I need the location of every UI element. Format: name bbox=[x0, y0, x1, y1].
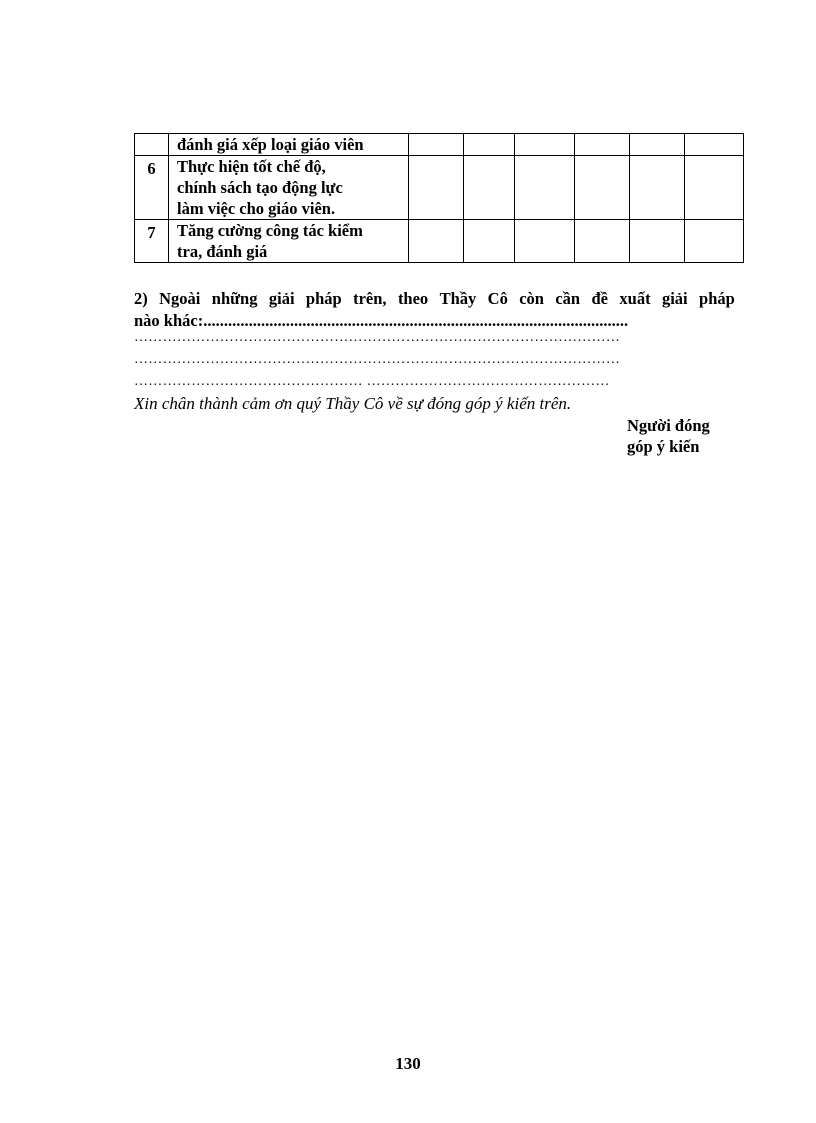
rating-cell[interactable] bbox=[464, 220, 515, 263]
rating-cell[interactable] bbox=[515, 134, 575, 156]
table-row bbox=[135, 220, 744, 263]
rating-cell[interactable] bbox=[409, 156, 464, 220]
row-solution-text bbox=[169, 134, 409, 156]
rating-cell[interactable] bbox=[685, 156, 744, 220]
rating-cell[interactable] bbox=[685, 134, 744, 156]
answer-line[interactable]: ………………………………………………………………………………………… bbox=[134, 352, 621, 367]
rating-cell[interactable] bbox=[464, 156, 515, 220]
rating-cell[interactable] bbox=[409, 134, 464, 156]
answer-line[interactable]: ………………………………………………………………………………………… bbox=[134, 330, 621, 345]
question-line-1: 2) Ngoài những giải pháp trên, theo Thầy Cô còn cần đề xuất giải pháp bbox=[134, 289, 735, 308]
solution-line: Thực hiện tốt chế độ, bbox=[177, 157, 326, 176]
row-solution-text bbox=[169, 156, 409, 220]
table-row bbox=[135, 156, 744, 220]
rating-cell[interactable] bbox=[575, 220, 630, 263]
row-number bbox=[135, 134, 169, 156]
rating-cell[interactable] bbox=[575, 156, 630, 220]
rating-cell[interactable] bbox=[575, 134, 630, 156]
rating-cell[interactable] bbox=[464, 134, 515, 156]
rating-cell[interactable] bbox=[515, 220, 575, 263]
solution-line: làm việc cho giáo viên. bbox=[177, 199, 336, 218]
rating-cell[interactable] bbox=[630, 220, 685, 263]
survey-table bbox=[134, 133, 744, 263]
row-number: 7 bbox=[135, 220, 169, 263]
row-number: 6 bbox=[135, 156, 169, 220]
rating-cell[interactable] bbox=[515, 156, 575, 220]
solution-line: Tăng cường công tác kiểm bbox=[177, 221, 363, 240]
solution-line: chính sách tạo động lực bbox=[177, 178, 343, 197]
rating-cell[interactable] bbox=[630, 156, 685, 220]
solution-line: đánh giá xếp loại giáo viên bbox=[177, 135, 364, 154]
signature-block bbox=[627, 415, 737, 457]
open-question bbox=[134, 288, 735, 332]
thank-you-note: Xin chân thành cảm ơn quý Thầy Cô về sự đóng góp ý kiến trên. bbox=[134, 394, 572, 413]
rating-cell[interactable] bbox=[409, 220, 464, 263]
page-number: 130 bbox=[395, 1054, 421, 1073]
answer-line[interactable]: ………………………………………… …………………………………………… bbox=[134, 374, 610, 389]
signer-line: Người đóng bbox=[627, 416, 710, 435]
rating-cell[interactable] bbox=[685, 220, 744, 263]
table-row bbox=[135, 134, 744, 156]
signer-line: góp ý kiến bbox=[627, 437, 700, 456]
question-line-2[interactable]: nào khác:....................................................................................................... bbox=[134, 311, 629, 330]
row-solution-text bbox=[169, 220, 409, 263]
solution-line: tra, đánh giá bbox=[177, 242, 268, 261]
rating-cell[interactable] bbox=[630, 134, 685, 156]
